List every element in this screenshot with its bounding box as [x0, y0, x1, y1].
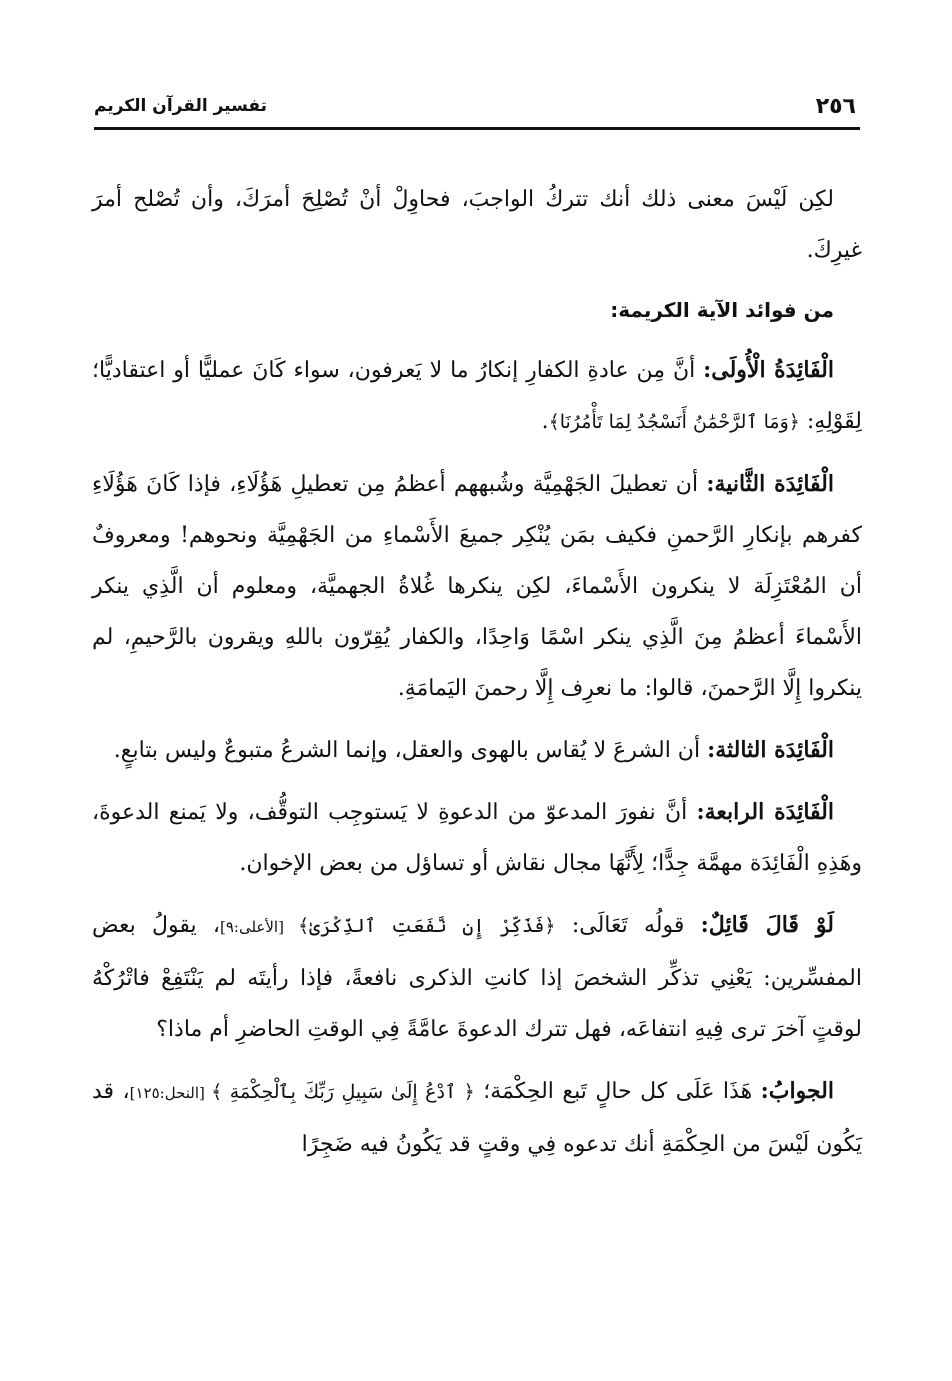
benefit-label: الْفَائِدَة الثالثة: [707, 737, 834, 763]
running-title: تفسير القرآن الكريم [94, 96, 268, 116]
answer-paragraph [92, 1066, 862, 1170]
paragraph-text: ، يقولُ بعض المفسِّرين: يَعْنِي تذكِّر الشخصَ إذا كانتِ الذكرى نافعةً، فإذا رأيتَه لم يَنْتَفِعْ فاتْرُكْهُ لوقتٍ آخرَ ترى فِيهِ انتفاعَه، فهل تترك الدعوةَ عامَّةً فِي الوقتِ الحاضرِ أم ماذا؟ [92, 913, 862, 1042]
paragraph-text: أن تعطيلَ الجَهْمِيَّة وشُبههم أعظمُ مِن تعطيلِ هَؤُلَاءِ، فإذا كَانَ هَؤُلَاءِ كفرهم بإنكارِ الرَّحمنِ فكيف بمَن يُنْكِر جميعَ الأَسْماءِ من الجَهْمِيَّة ونحوهم! ومعروفٌ أن المُعْتَزِلَة لا ينكرون الأَسْماءَ، لكِن ينكرها غُلاةُ الجهميَّة، ومعلوم أن الَّذِي ينكر الأَسْماءَ أعظمُ مِنَ الَّذِي ينكر اسْمًا وَاحِدًا، والكفار يُقِرّون باللهِ ويقرون بالرَّحيمِ، لم ينكروا إِلَّا الرَّحمنَ، قالوا: ما نعرِف إِلَّا رحمنَ اليَمامَةِ. [92, 472, 862, 701]
page-header [94, 92, 856, 128]
paragraph-text: أنَّ مِن عادةِ الكفارِ إنكارُ ما لا يَعرفون، سواء كَانَ عمليًّا أو اعتقاديًّا؛ لِقَوْلِهِ: [92, 358, 862, 434]
objection-label: لَوْ قَالَ قَائِلٌ: [700, 912, 834, 938]
paragraph-text: أن الشرعَ لا يُقاس بالهوى والعقل، وإنما الشرعُ متبوعٌ وليس بتابعٍ. [113, 738, 708, 763]
verse-reference: [الأعلى:٩] [219, 918, 298, 936]
verse-reference: [النحل:١٢٥] [129, 1084, 212, 1102]
quran-verse: ﴿وَمَا ٱلرَّحْمَٰنُ أَنَسْجُدُ لِمَا تَأْمُرُنَا﴾ [548, 411, 800, 433]
benefit-label: الْفَائِدَة الرابعة: [696, 799, 834, 825]
benefit-label: الْفَائِدَة الثَّانية: [706, 471, 835, 497]
header-rule [94, 127, 860, 130]
benefit-second [92, 459, 862, 714]
answer-label: الجوابُ: [760, 1078, 834, 1104]
section-heading: من فوائد الآية الكريمة: [610, 298, 834, 322]
paragraph-text: . [541, 409, 549, 434]
page-body [92, 174, 862, 1181]
benefit-fourth [92, 787, 862, 889]
quran-verse: ﴿ ٱدْعُ إِلَىٰ سَبِيلِ رَبِّكَ بِٱلْحِكْمَةِ ﴾ [211, 1081, 475, 1103]
benefit-label: الْفَائِدَةُ الْأُولَى: [703, 357, 834, 383]
benefit-first [92, 345, 862, 448]
paragraph-text: قولُه تَعَالَى: [555, 913, 701, 938]
objection-paragraph [92, 900, 862, 1055]
paragraph-text: هَذَا عَلَى كل حالٍ تَبع الحِكْمَة؛ [474, 1079, 761, 1104]
paragraph-text: أنَّ نفورَ المدعوّ من الدعوةِ لا يَستوجِب التوقُّف، ولا يَمنع الدعوةَ، وهَذِهِ الْفَائِدَة مهمَّة جِدًّا؛ لِأَنَّهَا مجال نقاش أو تساؤل من بعض الإخوان. [92, 800, 862, 876]
benefit-third [92, 725, 862, 776]
page-number: ٢٥٦ [815, 94, 856, 119]
quran-verse: ﴿فَذَكِّرْ إِن نَّفَعَتِ ٱلذِّكْرَىٰ﴾ [298, 915, 556, 937]
paragraph-text: لكِن لَيْسَ معنى ذلك أنك تتركُ الواجبَ، فحاوِلْ أنْ تُصْلِحَ أمرَكَ، وأن تُصْلح أمرَ غيرِكَ. [92, 187, 862, 263]
paragraph-text: ، قد يَكُون لَيْسَ من الحِكْمَةِ أنك تدعوه فِي وقتٍ قد يَكُونُ فيه ضَجِرًا [92, 1079, 862, 1157]
paragraph-continuation [92, 174, 862, 276]
